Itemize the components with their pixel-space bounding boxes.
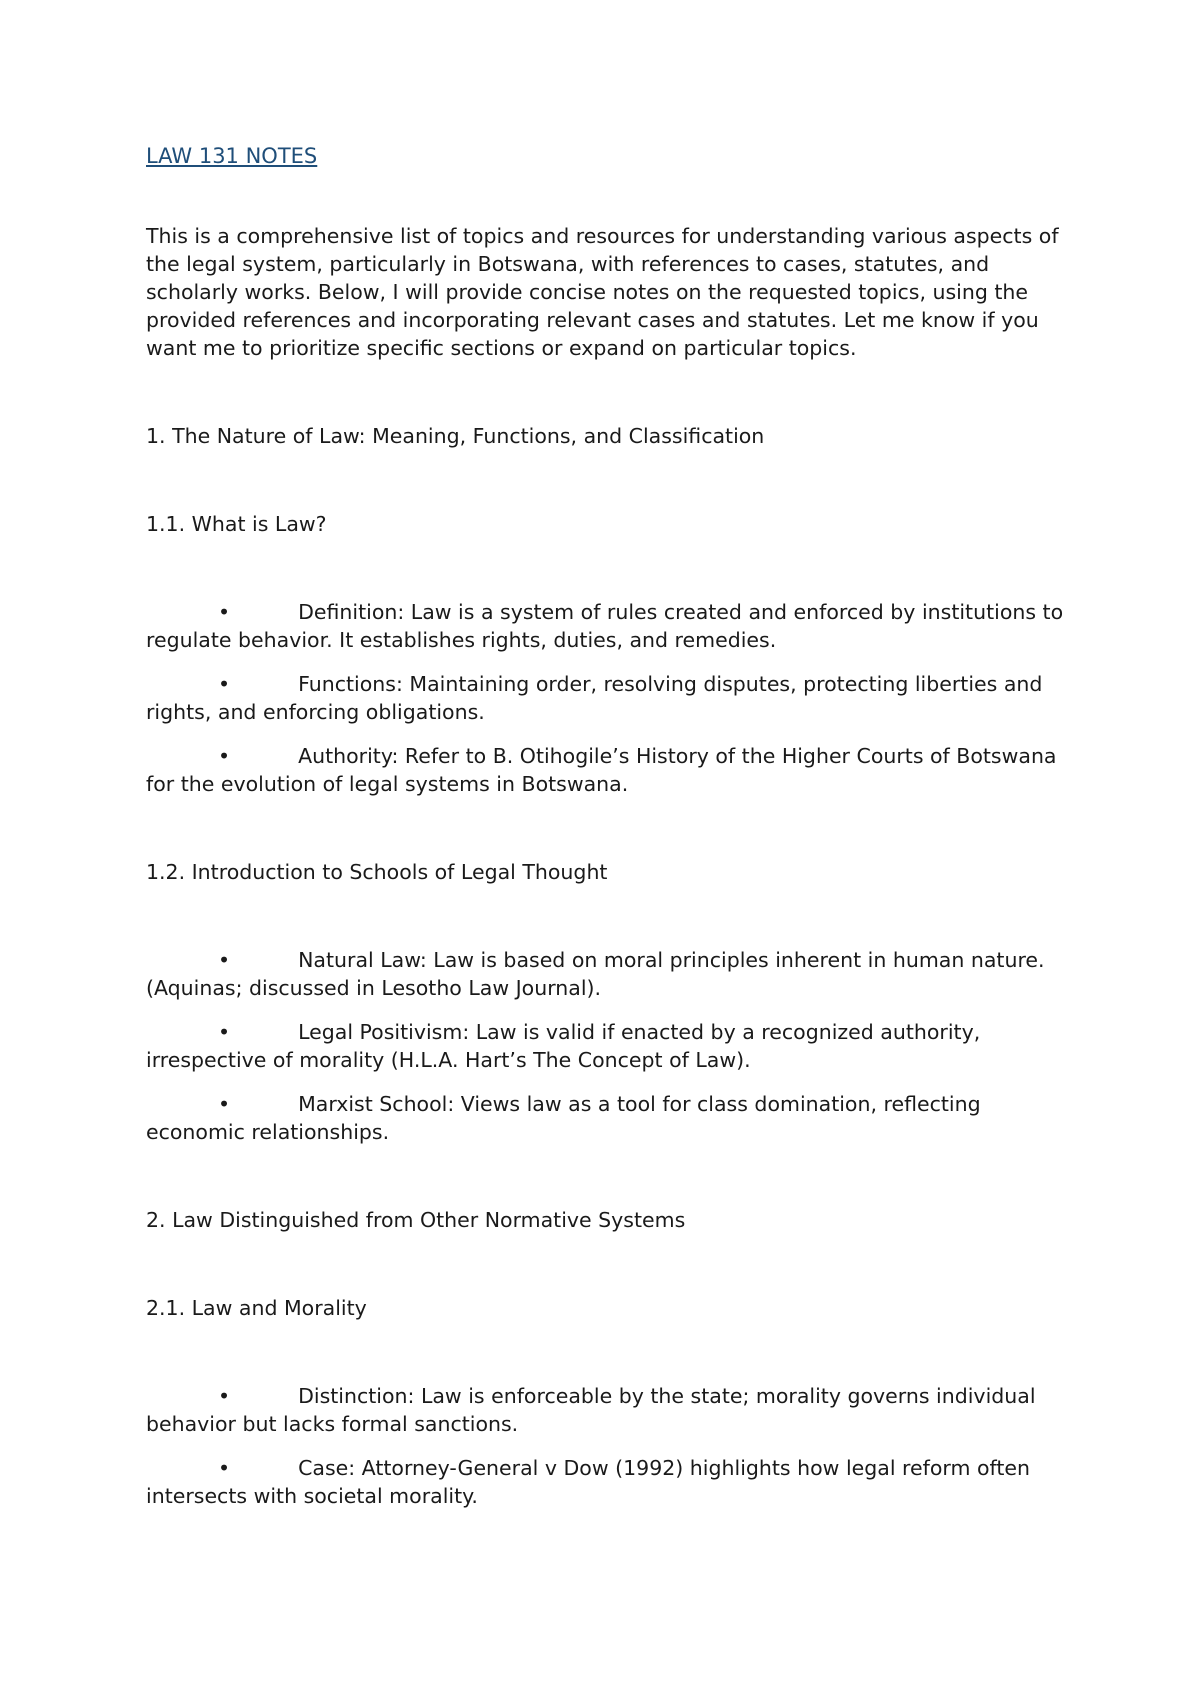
bullet-text: Authority: Refer to B. Otihogile’s History of the Higher Courts of Botswana for the evolution of legal systems in Botswana. [146, 744, 1057, 796]
list-item [146, 1090, 1076, 1146]
bullet-list [146, 1382, 1076, 1510]
document-title: LAW 131 NOTES [146, 144, 318, 168]
subsection-heading: 1.2. Introduction to Schools of Legal Thought [146, 860, 608, 884]
list-item [146, 742, 1076, 798]
bullet-icon: • [218, 1456, 231, 1480]
bullet-icon: • [218, 1092, 231, 1116]
list-item [146, 1382, 1076, 1438]
bullet-icon: • [218, 600, 231, 624]
section-1 [146, 422, 1076, 1146]
document-body [146, 142, 1076, 1510]
list-item [146, 598, 1076, 654]
bullet-icon: • [218, 948, 231, 972]
bullet-icon: • [218, 672, 231, 696]
section-2 [146, 1206, 1076, 1510]
bullet-text: Legal Positivism: Law is valid if enacted by a recognized authority, irrespective of morality (H.L.A. Hart’s The Concept of Law). [146, 1020, 981, 1072]
subsection-heading: 2.1. Law and Morality [146, 1296, 367, 1320]
subsection-1-1 [146, 510, 1076, 798]
bullet-icon: • [218, 1384, 231, 1408]
subsection-heading: 1.1. What is Law? [146, 512, 327, 536]
list-item [146, 1454, 1076, 1510]
list-item [146, 1018, 1076, 1074]
bullet-text: Definition: Law is a system of rules created and enforced by institutions to regulate behavior. It establishes rights, duties, and remedies. [146, 600, 1064, 652]
bullet-list [146, 946, 1076, 1146]
bullet-text: Functions: Maintaining order, resolving disputes, protecting liberties and rights, and enforcing obligations. [146, 672, 1043, 724]
list-item [146, 946, 1076, 1002]
subsection-1-2 [146, 858, 1076, 1146]
list-item [146, 670, 1076, 726]
bullet-list [146, 598, 1076, 798]
bullet-text: Natural Law: Law is based on moral principles inherent in human nature. (Aquinas; discussed in Lesotho Law Journal). [146, 948, 1045, 1000]
intro-paragraph: This is a comprehensive list of topics and resources for understanding various aspects of the legal system, particularly in Botswana, with references to cases, statutes, and scholarly works. Below, I will provide concise notes on the requested topics, using the provided references and incorporating relevant cases and statutes. Let me know if you want me to prioritize specific sections or expand on particular topics. [146, 224, 1059, 360]
bullet-text: Marxist School: Views law as a tool for class domination, reflecting economic relationships. [146, 1092, 981, 1144]
bullet-text: Case: Attorney-General v Dow (1992) highlights how legal reform often intersects with societal morality. [146, 1456, 1030, 1508]
bullet-icon: • [218, 744, 231, 768]
subsection-2-1 [146, 1294, 1076, 1510]
bullet-icon: • [218, 1020, 231, 1044]
bullet-text: Distinction: Law is enforceable by the state; morality governs individual behavior but lacks formal sanctions. [146, 1384, 1036, 1436]
section-heading: 2. Law Distinguished from Other Normative Systems [146, 1208, 686, 1232]
section-heading: 1. The Nature of Law: Meaning, Functions, and Classification [146, 424, 765, 448]
